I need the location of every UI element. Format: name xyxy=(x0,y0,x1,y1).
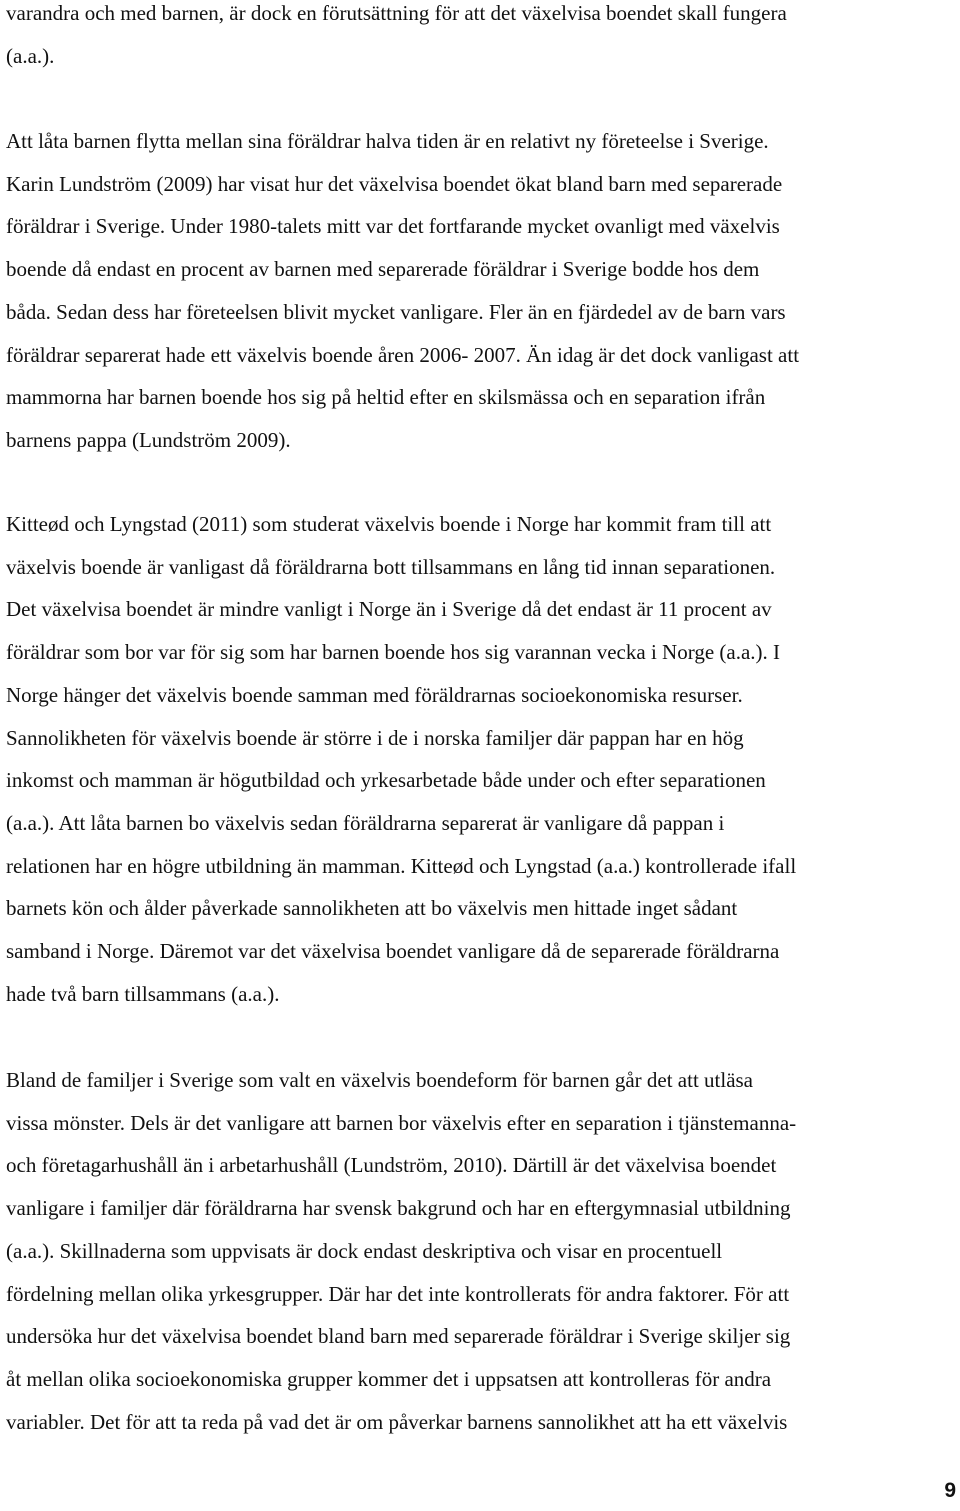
text-line: Sannolikheten för växelvis boende är större i de i norska familjer där pappan har en hög xyxy=(6,726,744,750)
text-line: relationen har en högre utbildning än mamman. Kitteød och Lyngstad (a.a.) kontrollerade ifall xyxy=(6,854,797,878)
text-line: Det växelvisa boendet är mindre vanligt i Norge än i Sverige då det endast är 11 procent av xyxy=(6,597,772,621)
text-line: Bland de familjer i Sverige som valt en växelvis boendeform för barnen går det att utläsa xyxy=(6,1068,754,1092)
text-line: Norge hänger det växelvis boende samman med föräldrarnas socioekonomiska resurser. xyxy=(6,683,743,707)
text-line: barnens pappa (Lundström 2009). xyxy=(6,428,291,452)
text-line: och företagarhushåll än i arbetarhushåll (Lundström, 2010). Därtill är det växelvisa boendet xyxy=(6,1153,777,1177)
text-line: föräldrar separerat hade ett växelvis boende åren 2006- 2007. Än idag är det dock vanligast att xyxy=(6,343,800,367)
text-line: undersöka hur det växelvisa boendet bland barn med separerade föräldrar i Sverige skiljer sig xyxy=(6,1324,791,1348)
text-line: variabler. Det för att ta reda på vad det är om påverkar barnens sannolikhet att ha ett växelvis xyxy=(6,1410,788,1434)
text-line: föräldrar i Sverige. Under 1980-talets mitt var det fortfarande mycket ovanligt med växelvis xyxy=(6,214,780,238)
text-line: inkomst och mamman är högutbildad och yrkesarbetade både under och efter separationen xyxy=(6,768,766,792)
page-number: 9 xyxy=(944,1479,956,1502)
text-line: hade två barn tillsammans (a.a.). xyxy=(6,982,280,1006)
text-line: barnets kön och ålder påverkade sannolikheten att bo växelvis men hittade inget sådant xyxy=(6,896,738,920)
text-line: Att låta barnen flytta mellan sina föräldrar halva tiden är en relativt ny företeelse i Sverige. xyxy=(6,129,769,153)
text-line: (a.a.). Skillnaderna som uppvisats är dock endast deskriptiva och visar en procentuell xyxy=(6,1239,723,1263)
text-line: (a.a.). Att låta barnen bo växelvis sedan föräldrarna separerat är vanligare då pappan i xyxy=(6,811,725,835)
text-line: växelvis boende är vanligast då föräldrarna bott tillsammans en lång tid innan separationen. xyxy=(6,555,776,579)
text-line: Karin Lundström (2009) har visat hur det växelvisa boendet ökat bland barn med separerade xyxy=(6,172,783,196)
text-line: varandra och med barnen, är dock en förutsättning för att det växelvisa boendet skall fungera xyxy=(6,1,787,25)
text-line: boende då endast en procent av barnen med separerade föräldrar i Sverige bodde hos dem xyxy=(6,257,760,281)
text-line: mammorna har barnen boende hos sig på heltid efter en skilsmässa och en separation ifrån xyxy=(6,385,766,409)
text-line: vanligare i familjer där föräldrarna har svensk bakgrund och har en eftergymnasial utbildning xyxy=(6,1196,791,1220)
text-line: vissa mönster. Dels är det vanligare att barnen bor växelvis efter en separation i tjänstemanna- xyxy=(6,1111,797,1135)
text-line: (a.a.). xyxy=(6,44,55,68)
text-line: åt mellan olika socioekonomiska grupper kommer det i uppsatsen att kontrolleras för andra xyxy=(6,1367,772,1391)
text-line: föräldrar som bor var för sig som har barnen boende hos sig varannan vecka i Norge (a.a.). I xyxy=(6,640,781,664)
text-line: samband i Norge. Däremot var det växelvisa boendet vanligare då de separerade föräldrarna xyxy=(6,939,780,963)
text-line: fördelning mellan olika yrkesgrupper. Där har det inte kontrollerats för andra faktorer. För att xyxy=(6,1282,790,1306)
text-line: Kitteød och Lyngstad (2011) som studerat växelvis boende i Norge har kommit fram till att xyxy=(6,512,772,536)
text-line: båda. Sedan dess har företeelsen blivit mycket vanligare. Fler än en fjärdedel av de barn vars xyxy=(6,300,786,324)
